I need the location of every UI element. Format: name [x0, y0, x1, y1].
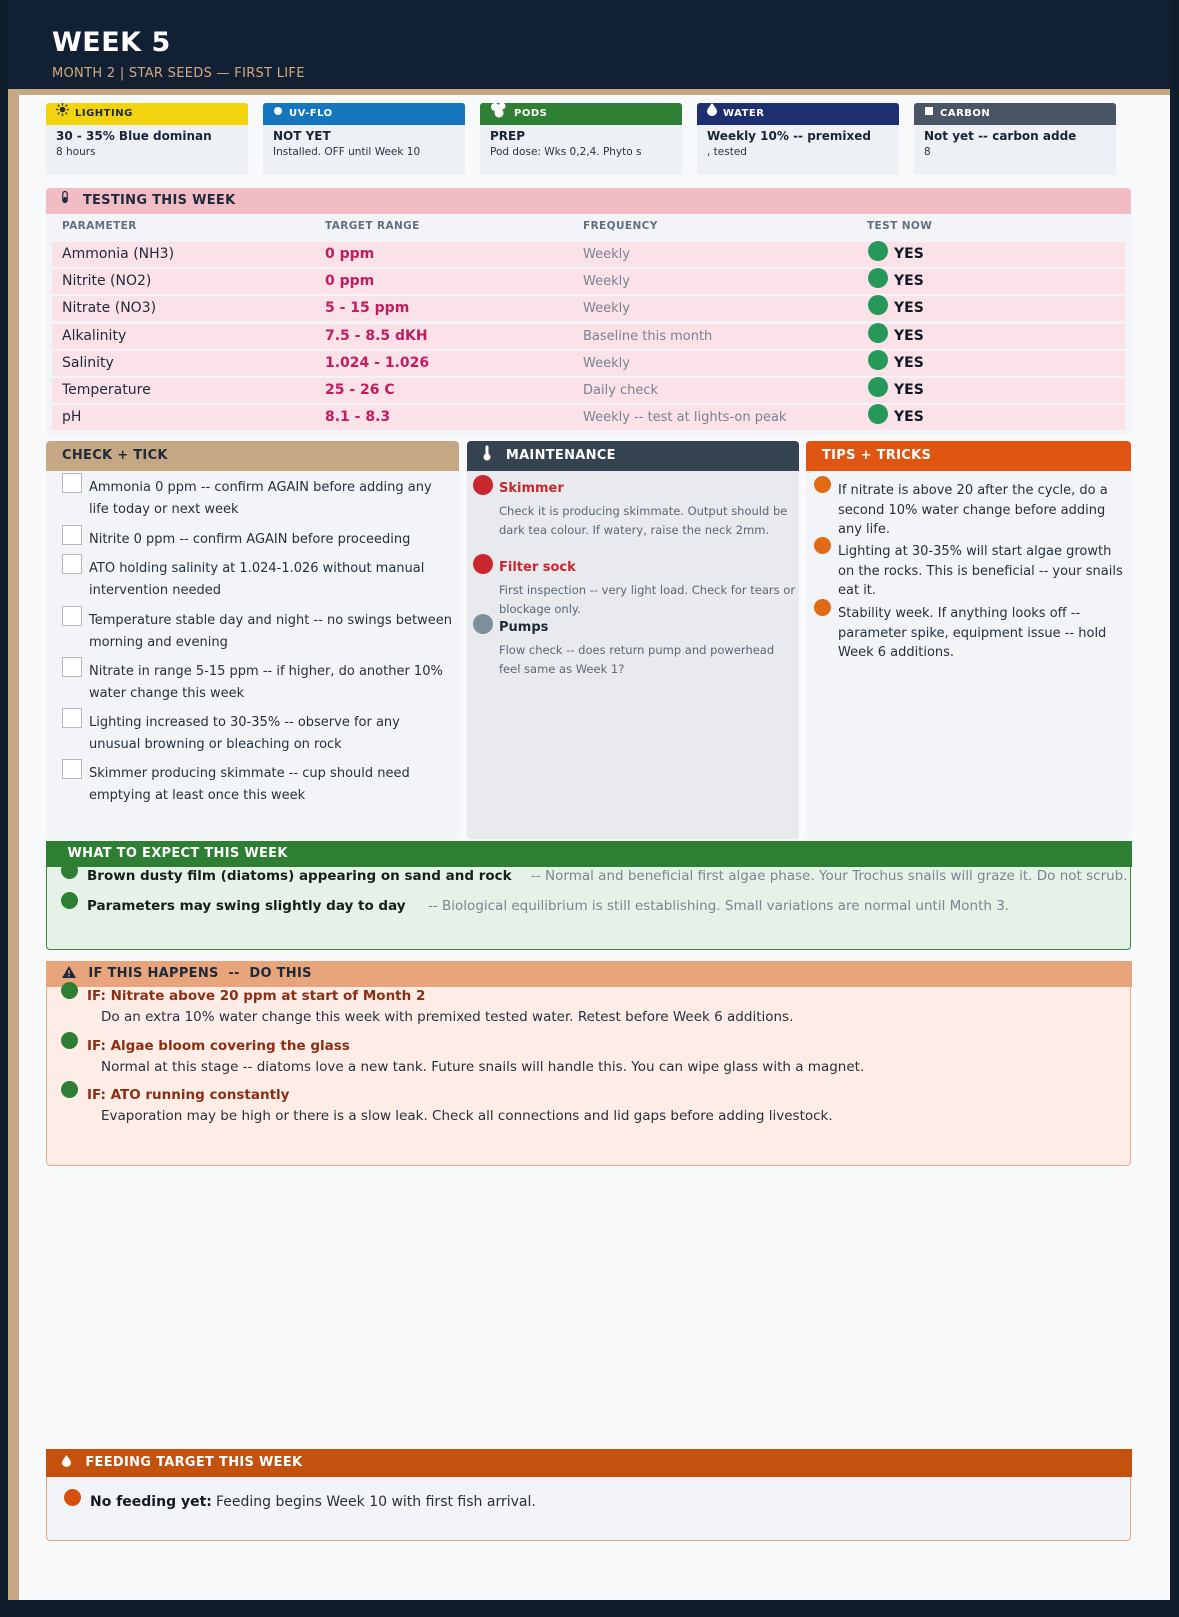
- checkbox[interactable]: [62, 473, 82, 493]
- checklist-item-label: Nitrate in range 5-15 ppm -- if higher, do another 10% water change this week: [89, 664, 443, 701]
- checkbox[interactable]: [62, 708, 82, 728]
- checkbox[interactable]: [62, 759, 82, 779]
- checklist-item-label: Skimmer producing skimmate -- cup should need emptying at least once this week: [89, 766, 410, 803]
- bullet-dot-icon: [814, 599, 831, 616]
- frequency-cell: Weekly: [583, 355, 630, 371]
- test-tube-icon: [62, 188, 68, 214]
- card-pods: [480, 103, 682, 175]
- page-top-rule: [19, 89, 1170, 95]
- maintenance-title: MAINTENANCE: [505, 448, 616, 463]
- status-dot-icon: [868, 323, 888, 343]
- bullet-dot-icon: [61, 1032, 78, 1049]
- if-item-action: Evaporation may be high or there is a slow leak. Check all connections and lid gaps before adding livestock.: [101, 1108, 833, 1124]
- column-header-frequency: FREQUENCY: [583, 220, 658, 232]
- tips-section: [806, 441, 1131, 839]
- tips-header: TIPS + TRICKS: [806, 441, 1131, 471]
- test-now-cell: YES: [894, 246, 924, 262]
- column-header-parameter: PARAMETER: [62, 220, 137, 232]
- table-row: [52, 324, 1125, 349]
- if-item-condition: IF: Algae bloom covering the glass: [87, 1038, 350, 1054]
- card-value: Weekly 10% -- premixed: [707, 129, 871, 143]
- expect-item-note: -- Biological equilibrium is still establishing. Small variations are normal until Month 3.: [428, 898, 1010, 914]
- thermometer-icon: [483, 443, 491, 473]
- status-dot-icon: [868, 268, 888, 288]
- card-label: WATER: [723, 108, 765, 119]
- maintenance-item-description: First inspection -- very light load. Check for tears or blockage only.: [499, 583, 796, 616]
- target-range-cell: 25 - 26 C: [325, 382, 395, 398]
- frequency-cell: Weekly: [583, 301, 630, 317]
- bullet-dot-icon: [61, 892, 78, 909]
- maintenance-item-title: Skimmer: [499, 481, 564, 496]
- table-row: [52, 378, 1125, 403]
- maintenance-item-description: Check it is producing skimmate. Output should be dark tea colour. If watery, raise the neck 2mm.: [499, 504, 788, 537]
- if-this-happens-title: IF THIS HAPPENS -- DO THIS: [88, 965, 312, 981]
- dot-icon: [273, 103, 283, 125]
- bullet-dot-icon: [61, 1081, 78, 1098]
- card-label: LIGHTING: [75, 108, 133, 119]
- card-value: 30 - 35% Blue dominan: [56, 129, 212, 143]
- target-range-cell: 8.1 - 8.3: [325, 409, 391, 426]
- parameter-cell: Nitrite (NO2): [62, 273, 152, 290]
- expect-item-title: Brown dusty film (diatoms) appearing on sand and rock: [87, 868, 512, 884]
- frequency-cell: Weekly: [583, 247, 630, 262]
- tip-text: If nitrate is above 20 after the cycle, do a second 10% water change before adding any life.: [838, 483, 1108, 537]
- test-now-cell: YES: [894, 409, 924, 426]
- bullet-dot-icon: [814, 476, 831, 493]
- feeding-bullet-icon: [64, 1489, 81, 1506]
- table-row: [52, 405, 1125, 430]
- card-label: CARBON: [940, 108, 991, 119]
- page-body: [8, 89, 1170, 1600]
- status-dot-icon: [868, 241, 888, 261]
- target-range-cell: 1.024 - 1.026: [325, 354, 430, 371]
- card-lighting-header: [46, 103, 248, 125]
- expect-item: [61, 862, 1131, 886]
- card-label: UV-FLO: [289, 108, 333, 119]
- parameter-cell: Nitrate (NO3): [62, 300, 157, 317]
- bullet-dot-icon: [61, 862, 78, 879]
- card-water-header: [697, 103, 899, 125]
- card-note: 8: [924, 146, 931, 158]
- frequency-cell: Daily check: [583, 383, 659, 398]
- card-carbon: [914, 103, 1116, 175]
- target-range-cell: 7.5 - 8.5 dKH: [325, 327, 428, 344]
- card-uv-flo: [263, 103, 465, 175]
- card-water: [697, 103, 899, 175]
- checkbox[interactable]: [62, 554, 82, 574]
- table-row: [52, 269, 1125, 294]
- maintenance-header: [467, 441, 799, 471]
- if-item-action: Do an extra 10% water change this week with premixed tested water. Retest before Week 6 additions.: [101, 1009, 794, 1025]
- testing-section: [46, 188, 1131, 435]
- card-value: Not yet -- carbon adde: [924, 129, 1077, 143]
- feeding-section: [46, 1449, 1131, 1541]
- card-label: PODS: [514, 108, 548, 119]
- parameter-cell: Alkalinity: [62, 327, 127, 344]
- parameter-cell: Temperature: [62, 382, 151, 398]
- table-row: [52, 242, 1125, 267]
- maintenance-section: [467, 441, 799, 839]
- card-uv-flo-header: [263, 103, 465, 125]
- parameter-cell: Ammonia (NH3): [62, 246, 175, 262]
- check-tick-header: CHECK + TICK: [46, 441, 459, 471]
- check-tick-section: [46, 441, 459, 839]
- bullet-dot-icon: [473, 614, 493, 634]
- card-value: NOT YET: [273, 129, 331, 143]
- frequency-cell: Baseline this month: [583, 328, 713, 344]
- card-value: PREP: [490, 129, 526, 143]
- card-lighting: [46, 103, 248, 175]
- checklist-item-label: Nitrite 0 ppm -- confirm AGAIN before proceeding: [89, 532, 411, 547]
- expect-item-note: -- Normal and beneficial first algae phase. Your Trochus snails will graze it. Do not scrub.: [531, 868, 1128, 884]
- if-this-happens-header: [46, 961, 1132, 987]
- card-note: , tested: [707, 146, 747, 158]
- checkbox[interactable]: [62, 606, 82, 626]
- card-note: Pod dose: Wks 0,2,4. Phyto s: [490, 146, 642, 158]
- testing-title: TESTING THIS WEEK: [82, 193, 236, 208]
- status-dot-icon: [868, 295, 888, 315]
- test-now-cell: YES: [894, 327, 924, 344]
- if-item-action: Normal at this stage -- diatoms love a new tank. Future snails will handle this. You can wipe glass with a magnet.: [101, 1059, 865, 1075]
- checkbox[interactable]: [62, 525, 82, 545]
- feeding-text: Feeding begins Week 10 with first fish arrival.: [216, 1494, 536, 1510]
- page-subtitle: MONTH 2 | STAR SEEDS — FIRST LIFE: [52, 66, 305, 81]
- checklist-item-label: ATO holding salinity at 1.024-1.026 without manual intervention needed: [89, 561, 425, 598]
- droplet-icon: [707, 103, 717, 125]
- checklist-item-label: Lighting increased to 30-35% -- observe for any unusual browning or bleaching on rock: [89, 715, 400, 752]
- test-now-cell: YES: [894, 300, 924, 317]
- card-carbon-header: [914, 103, 1116, 125]
- target-range-cell: 0 ppm: [325, 246, 375, 262]
- bullet-dot-icon: [473, 475, 493, 495]
- column-header-target-range: TARGET RANGE: [325, 220, 420, 232]
- bubbles-icon: [490, 103, 508, 127]
- test-now-cell: YES: [894, 354, 924, 371]
- if-this-happens-section: [46, 961, 1131, 1166]
- tip-text: Lighting at 30-35% will start algae growth on the rocks. This is beneficial -- your snails eat it.: [838, 544, 1123, 598]
- testing-column-headers: [46, 214, 1131, 236]
- feeding-label: No feeding yet:: [90, 1494, 212, 1510]
- table-row: [52, 351, 1125, 376]
- sun-icon: [56, 103, 69, 125]
- square-icon: [924, 103, 934, 125]
- table-row: [52, 296, 1125, 321]
- maintenance-item-description: Flow check -- does return pump and powerhead feel same as Week 1?: [499, 643, 775, 676]
- card-note: 8 hours: [56, 146, 96, 158]
- bullet-dot-icon: [61, 982, 78, 999]
- expect-header: WHAT TO EXPECT THIS WEEK: [46, 841, 1132, 867]
- status-dot-icon: [868, 350, 888, 370]
- test-now-cell: YES: [894, 273, 924, 290]
- expect-item-title: Parameters may swing slightly day to day: [87, 898, 406, 914]
- bullet-dot-icon: [473, 554, 493, 574]
- status-dot-icon: [868, 404, 888, 424]
- expect-item: [61, 892, 1131, 916]
- bullet-dot-icon: [814, 537, 831, 554]
- bottom-bar: [0, 1600, 1179, 1617]
- expect-section: [46, 841, 1131, 950]
- if-item-condition: IF: ATO running constantly: [87, 1087, 290, 1103]
- column-header-test-now: TEST NOW: [867, 220, 933, 232]
- feeding-title: FEEDING TARGET THIS WEEK: [85, 1454, 303, 1470]
- checklist-item-label: Ammonia 0 ppm -- confirm AGAIN before adding any life today or next week: [89, 480, 432, 517]
- card-note: Installed. OFF until Week 10: [273, 146, 421, 158]
- maintenance-item-title: Pumps: [499, 620, 549, 635]
- test-now-cell: YES: [894, 382, 924, 398]
- parameter-cell: Salinity: [62, 354, 114, 371]
- page-title: WEEK 5: [52, 27, 171, 58]
- parameter-cell: pH: [62, 409, 82, 426]
- frequency-cell: Weekly: [583, 274, 630, 290]
- frequency-cell: Weekly -- test at lights-on peak: [583, 410, 787, 426]
- if-item-condition: IF: Nitrate above 20 ppm at start of Month 2: [87, 988, 426, 1004]
- status-dot-icon: [868, 377, 888, 397]
- target-range-cell: 5 - 15 ppm: [325, 300, 410, 317]
- maintenance-item-title: Filter sock: [499, 560, 576, 575]
- testing-header: [46, 188, 1131, 214]
- page-header: [8, 0, 1170, 89]
- checklist-item-label: Temperature stable day and night -- no swings between morning and evening: [89, 613, 452, 650]
- card-pods-header: [480, 103, 682, 125]
- checkbox[interactable]: [62, 657, 82, 677]
- target-range-cell: 0 ppm: [325, 273, 375, 290]
- droplet-icon: [62, 1450, 71, 1478]
- tip-text: Stability week. If anything looks off -- parameter spike, equipment issue -- hold Week 6 additions.: [838, 606, 1107, 660]
- feeding-header: [46, 1449, 1132, 1477]
